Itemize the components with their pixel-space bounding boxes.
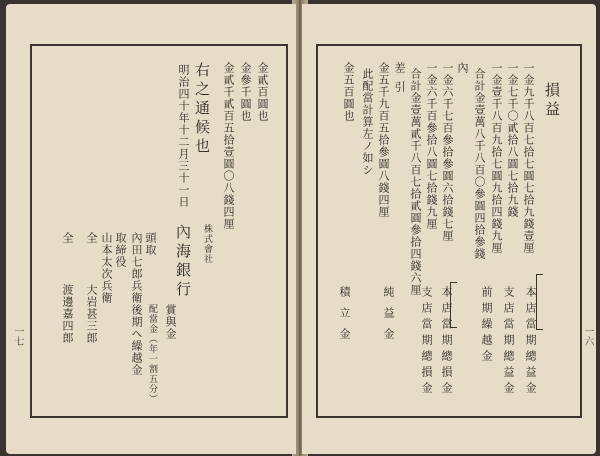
label-branch-profit: 支店當期總益金 bbox=[502, 286, 515, 398]
inner-amount-total: 合計金壹萬貳千八百七拾貳圓參拾四錢六厘 bbox=[409, 68, 422, 296]
section-difference: 差引 bbox=[393, 62, 406, 100]
bracket-1 bbox=[536, 274, 543, 330]
label-branch-loss: 支店當期總損金 bbox=[420, 286, 433, 398]
label-carryover: 前期繰越金 bbox=[480, 286, 493, 366]
label-reserve: 積立金 bbox=[338, 286, 351, 349]
ledger-line-3: 金貳千貳百五拾壹圓〇八錢四厘 bbox=[222, 62, 235, 230]
last-amount: 金五百圓也 bbox=[342, 62, 355, 122]
amount-line-3: 一金壹千八百九拾七圓九拾四錢九厘 bbox=[490, 62, 503, 254]
closing-statement: 右之通候也 bbox=[193, 62, 211, 157]
ledger-line-2: 金參千圓也 bbox=[239, 62, 252, 122]
difference-amount: 金五千九百五拾參圓八錢四厘 bbox=[377, 62, 390, 218]
section-title-profit-loss: 損益 bbox=[543, 82, 561, 120]
ledger-line-1: 金貳百圓也 bbox=[256, 62, 269, 122]
right-page bbox=[302, 4, 596, 454]
inner-amount-2: 一金六千百參拾八圓七拾錢九厘 bbox=[425, 62, 438, 230]
label-head-office-profit: 本店當期總益金 bbox=[524, 286, 537, 398]
name-director: 山本太次兵衛 bbox=[100, 232, 113, 304]
company-type: 株式會社 bbox=[202, 224, 212, 264]
amount-line-2: 一金七千〇貳拾八圓七拾九錢 bbox=[506, 62, 519, 218]
title-president: 頭取 bbox=[144, 232, 157, 256]
item-dividend: 配當金（年一割五分） bbox=[147, 304, 157, 404]
amount-line-1: 一金九千八百七拾七圓七拾九錢壹厘 bbox=[522, 62, 535, 254]
title-director-2: 全 bbox=[85, 232, 98, 244]
title-director-3: 全 bbox=[61, 232, 74, 244]
label-net-profit: 純益金 bbox=[382, 286, 395, 349]
name-director-2: 大岩甚三郎 bbox=[85, 284, 98, 344]
label-head-office-loss: 本店當期總損金 bbox=[440, 286, 453, 398]
section-inner: 內 bbox=[456, 62, 469, 74]
inner-amount-1: 一金六千七百參拾參圓六拾錢七厘 bbox=[441, 62, 454, 242]
name-president: 內田七郎兵衛 bbox=[130, 232, 143, 304]
company-name: 內海銀行 bbox=[174, 224, 192, 300]
item-carryover: 後期へ繰越金 bbox=[130, 304, 143, 376]
right-page-number: 一六 bbox=[582, 326, 593, 346]
left-page bbox=[6, 4, 296, 454]
left-page-number: 一七 bbox=[12, 326, 23, 346]
amount-total: 合計金壹萬八千八百〇參圓四拾參錢 bbox=[473, 68, 486, 260]
item-bonus: 賞與金 bbox=[164, 304, 177, 340]
document-date: 明治四十年十二月三十一日 bbox=[177, 64, 190, 208]
title-director: 取締役 bbox=[114, 232, 127, 268]
dividend-calc-note: 此配當計算左ノ如シ bbox=[361, 68, 374, 176]
name-director-3: 渡邊嘉四郎 bbox=[61, 284, 74, 344]
